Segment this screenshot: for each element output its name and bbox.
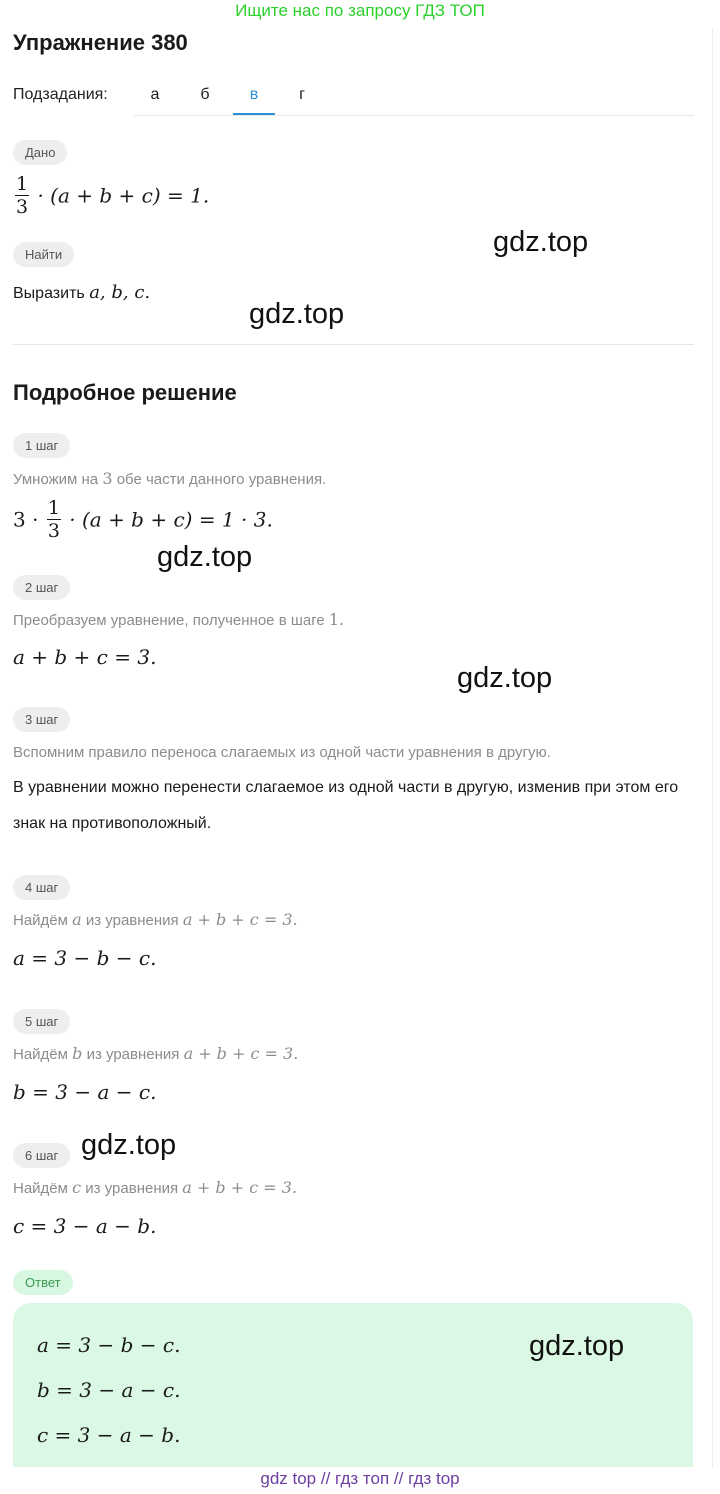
watermark: gdz.top — [81, 1129, 177, 1161]
step-desc-text: Найдём — [13, 1046, 68, 1063]
answer-eq: b = 3 − a − c. — [37, 1378, 181, 1402]
find-badge: Найти — [13, 242, 74, 267]
step-equation — [13, 497, 273, 542]
answer-eq: c = 3 − a − b. — [37, 1423, 181, 1447]
step-equation — [13, 1214, 156, 1238]
given-fraction — [15, 173, 29, 218]
step-description — [13, 1044, 298, 1063]
step-desc-eq: a + b + c = 3. — [182, 910, 298, 929]
step-fraction — [47, 497, 61, 542]
step-badge: 6 шаг — [13, 1143, 70, 1168]
step-desc-text: Умножим на — [13, 471, 99, 488]
watermark: gdz.top — [457, 662, 553, 694]
step-desc-var: b — [72, 1044, 83, 1063]
step-desc-var: c — [72, 1178, 82, 1197]
step-desc-text: Преобразуем уравнение, полученное в шаге — [13, 612, 325, 629]
tab-a[interactable]: а — [150, 86, 160, 103]
watermark: gdz.top — [493, 226, 589, 258]
step-eq-part: a + b + c = 3. — [13, 645, 157, 669]
step-desc-text: из уравнения — [85, 1180, 179, 1197]
given-frac-num: 1 — [16, 173, 29, 195]
step-description: Вспомним правило переноса слагаемых из одной части уравнения в другую. — [13, 744, 551, 761]
tab-g[interactable]: г — [299, 86, 305, 103]
watermark: gdz.top — [249, 298, 345, 330]
step-badge: 5 шаг — [13, 1009, 70, 1034]
watermark: gdz.top — [157, 541, 253, 573]
tab-v[interactable]: в — [249, 86, 259, 103]
find-vars: a, b, c. — [89, 282, 151, 303]
find-label: Выразить — [13, 285, 85, 302]
find-text — [13, 282, 150, 303]
step-desc-text: из уравнения — [86, 1046, 180, 1063]
step-desc-text: обе части данного уравнения. — [116, 471, 327, 488]
answer-eq: a = 3 − b − c. — [37, 1333, 181, 1357]
answer-line — [37, 1378, 180, 1402]
footer-separator: // — [320, 1469, 331, 1488]
step-desc-eq: a + b + c = 3. — [182, 1178, 298, 1197]
footer-separator: // — [393, 1469, 404, 1488]
footer-link[interactable]: гдз топ — [335, 1469, 390, 1488]
footer-links — [0, 1469, 720, 1489]
step-desc-var: a — [72, 910, 82, 929]
footer-link[interactable]: гдз top — [408, 1469, 460, 1488]
step-desc-text: из уравнения — [85, 912, 179, 929]
step-desc-text: Найдём — [13, 912, 68, 929]
given-frac-den: 3 — [16, 196, 29, 218]
answer-line — [37, 1423, 180, 1447]
step-equation — [13, 1080, 156, 1104]
step-eq-part: c = 3 − a − b. — [13, 1214, 157, 1238]
page-edge-divider — [712, 28, 713, 1468]
tabs-divider — [134, 115, 694, 116]
given-eq-rest: · (a + b + c) = 1. — [37, 183, 210, 208]
step-badge: 1 шаг — [13, 433, 70, 458]
step-desc-eq: a + b + c = 3. — [183, 1044, 299, 1063]
rule-text: В уравнении можно перенести слагаемое из одной части в другую, изменив при этом его знак на противоположный. — [13, 779, 679, 832]
step-description — [13, 610, 344, 629]
step-badge: 2 шаг — [13, 575, 70, 600]
step-description — [13, 910, 298, 929]
answer-line — [37, 1333, 180, 1357]
step-eq-part: a = 3 − b − c. — [13, 946, 157, 970]
step-eq-part: b = 3 − a − c. — [13, 1080, 157, 1104]
answer-badge: Ответ — [13, 1270, 73, 1295]
step-frac-num: 1 — [47, 497, 60, 519]
step-description — [13, 469, 326, 488]
solution-heading: Подробное решение — [13, 380, 237, 405]
step-equation — [13, 645, 156, 669]
step-desc-text: Найдём — [13, 1180, 68, 1197]
active-tab-indicator — [233, 113, 275, 115]
section-divider — [13, 344, 694, 345]
step-equation — [13, 946, 156, 970]
tab-b[interactable]: б — [200, 86, 210, 103]
given-equation — [13, 173, 209, 218]
step-eq-part: 3 · — [13, 507, 39, 532]
step-eq-part: · (a + b + c) = 1 · 3. — [69, 507, 273, 532]
step-description — [13, 1178, 297, 1197]
page-title: Упражнение 380 — [13, 30, 188, 55]
step-frac-den: 3 — [47, 520, 60, 542]
footer-link[interactable]: gdz top — [260, 1469, 317, 1488]
watermark: gdz.top — [529, 1330, 625, 1362]
step-desc-math: 1. — [328, 610, 345, 629]
subtasks-label: Подзадания: — [13, 86, 108, 103]
step-desc-math: 3 — [102, 469, 113, 488]
step-badge: 4 шаг — [13, 875, 70, 900]
search-hint-banner: Ищите нас по запросу ГДЗ ТОП — [235, 1, 485, 20]
step-badge: 3 шаг — [13, 707, 70, 732]
given-badge: Дано — [13, 140, 67, 165]
